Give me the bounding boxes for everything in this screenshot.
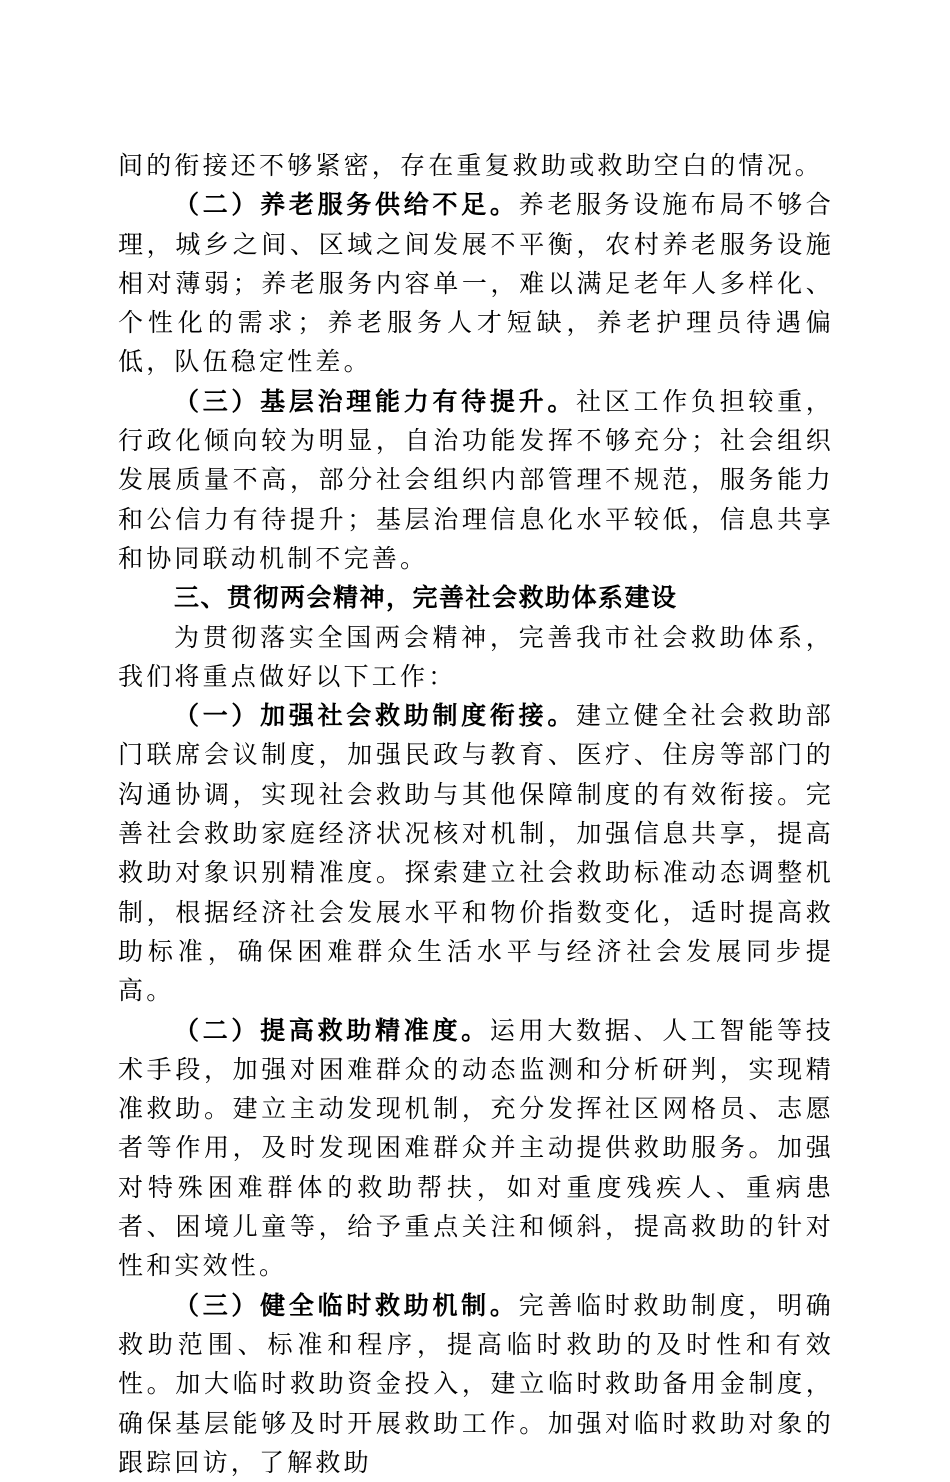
paragraph-text: 完善临时救助制度，明确救助范围、标准和程序，提高临时救助的及时性和有效性。加大临时救助资金投入，建立临时救助备用金制度，确保基层能够及时开展救助工作。加强对临时救助对象的跟踪回访，了解救助 [118,1290,835,1477]
paragraph-lead: （二）养老服务供给不足。 [174,190,519,220]
paragraph-text: 间的衔接还不够紧密，存在重复救助或救助空白的情况。 [118,151,824,180]
paragraph-elderly-services [118,185,834,381]
document-page [118,146,834,1482]
paragraph-continuation [118,146,834,185]
paragraph-text: 社区工作负担较重，行政化倾向较为明显，自治功能发挥不够充分；社会组织发展质量不高，部分社会组织内部管理不规范，服务能力和公信力有待提升；基层治理信息化水平较低，信息共享和协同联动机制不完善。 [118,386,834,573]
paragraph-text: 建立健全社会救助部门联席会议制度，加强民政与教育、医疗、住房等部门的沟通协调，实现社会救助与其他保障制度的有效衔接。完善社会救助家庭经济状况核对机制，加强信息共享，提高救助对象识别精准度。探索建立社会救助标准动态调整机制，根据经济社会发展水平和物价指数变化，适时提高救助标准，确保困难群众生活水平与经济社会发展同步提高。 [118,701,834,1006]
paragraph-lead: （二）提高救助精准度。 [174,1015,490,1045]
paragraph-lead: （一）加强社会救助制度衔接。 [174,701,577,731]
paragraph-text: 养老服务设施布局不够合理，城乡之间、区域之间发展不平衡，农村养老服务设施相对薄弱；养老服务内容单一，难以满足老年人多样化、个性化的需求；养老服务人才短缺，养老护理员待遇偏低，队伍稳定性差。 [118,190,835,377]
paragraph-precision [118,1011,834,1286]
paragraph-grassroots-governance [118,382,834,578]
section-heading: 三、贯彻两会精神，完善社会救助体系建设 [174,583,678,613]
paragraph-intro [118,618,834,697]
paragraph-lead: （三）基层治理能力有待提升。 [174,386,577,416]
paragraph-text: 为贯彻落实全国两会精神，完善我市社会救助体系，我们将重点做好以下工作： [118,622,834,691]
paragraph-temporary-relief [118,1286,834,1482]
paragraph-lead: （三）健全临时救助机制。 [174,1290,519,1320]
paragraph-text: 运用大数据、人工智能等技术手段，加强对困难群众的动态监测和分析研判，实现精准救助。建立主动发现机制，充分发挥社区网格员、志愿者等作用，及时发现困难群众并主动提供救助服务。加强对特殊困难群体的救助帮扶，如对重度残疾人、重病患者、困境儿童等，给予重点关注和倾斜，提高救助的针对性和实效性。 [118,1015,835,1281]
paragraph-system-linkage [118,696,834,1010]
